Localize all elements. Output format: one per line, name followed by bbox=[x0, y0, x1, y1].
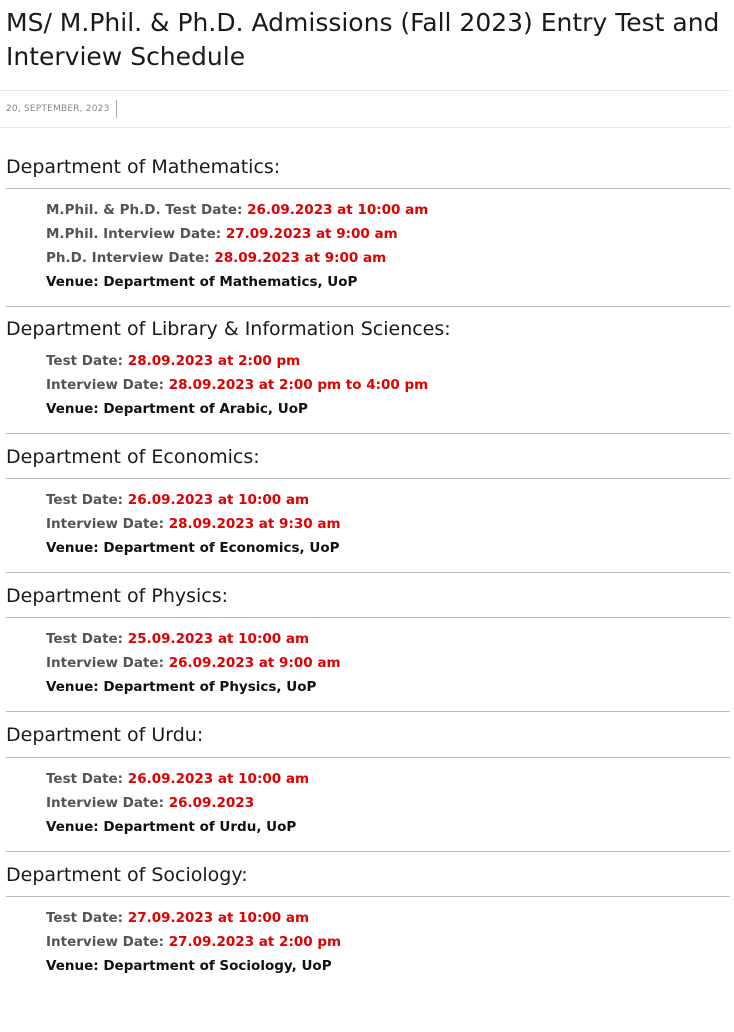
detail-value: 27.09.2023 at 2:00 pm bbox=[168, 934, 342, 950]
detail-value: 28.09.2023 at 2:00 pm to 4:00 pm bbox=[168, 377, 429, 393]
detail-label: Test Date: bbox=[46, 492, 128, 508]
detail-label: Interview Date: bbox=[46, 934, 169, 950]
department-section-physics bbox=[6, 583, 730, 712]
detail-label: Test Date: bbox=[46, 631, 128, 647]
detail-line bbox=[46, 198, 730, 222]
page-title: MS/ M.Phil. & Ph.D. Admissions (Fall 2023) Entry Test and Interview Schedule bbox=[6, 8, 720, 71]
detail-line bbox=[46, 246, 730, 270]
detail-label: Test Date: bbox=[46, 771, 128, 787]
detail-line bbox=[46, 222, 730, 246]
detail-label: M.Phil. Interview Date: bbox=[46, 226, 226, 242]
detail-line bbox=[46, 930, 730, 954]
post-meta-bar bbox=[0, 90, 730, 128]
divider bbox=[6, 757, 730, 758]
department-heading: Department of Sociology: bbox=[6, 864, 248, 886]
department-heading: Department of Library & Information Sciences: bbox=[6, 318, 451, 340]
department-section-urdu bbox=[6, 722, 730, 852]
venue-line: Venue: Department of Physics, UoP bbox=[46, 679, 317, 695]
venue-line: Venue: Department of Sociology, UoP bbox=[46, 958, 332, 974]
detail-list bbox=[6, 906, 730, 978]
divider bbox=[6, 896, 730, 897]
detail-label: Test Date: bbox=[46, 910, 128, 926]
detail-label: M.Phil. & Ph.D. Test Date: bbox=[46, 202, 248, 218]
divider bbox=[6, 306, 730, 307]
detail-value: 25.09.2023 at 10:00 am bbox=[127, 631, 310, 647]
divider bbox=[6, 433, 730, 434]
detail-label: Interview Date: bbox=[46, 795, 169, 811]
detail-line bbox=[46, 373, 730, 397]
detail-label: Test Date: bbox=[46, 353, 128, 369]
detail-list bbox=[6, 488, 730, 560]
venue-line: Venue: Department of Economics, UoP bbox=[46, 540, 340, 556]
department-heading: Department of Mathematics: bbox=[6, 156, 281, 178]
department-section-mathematics bbox=[6, 154, 730, 307]
detail-line bbox=[46, 767, 730, 791]
detail-value: 26.09.2023 at 10:00 am bbox=[247, 202, 429, 218]
divider bbox=[6, 478, 730, 479]
detail-label: Interview Date: bbox=[46, 655, 169, 671]
detail-value: 28.09.2023 at 9:00 am bbox=[214, 250, 387, 266]
detail-line bbox=[46, 512, 730, 536]
department-heading: Department of Urdu: bbox=[6, 724, 204, 746]
department-section-economics bbox=[6, 444, 730, 573]
detail-value: 26.09.2023 at 10:00 am bbox=[127, 771, 310, 787]
detail-line bbox=[46, 651, 730, 675]
divider bbox=[6, 572, 730, 573]
divider bbox=[6, 617, 730, 618]
detail-label: Interview Date: bbox=[46, 516, 169, 532]
detail-label: Interview Date: bbox=[46, 377, 169, 393]
detail-list bbox=[6, 767, 730, 839]
department-section-library bbox=[6, 316, 730, 434]
venue-line: Venue: Department of Mathematics, UoP bbox=[46, 274, 358, 290]
detail-line bbox=[46, 791, 730, 815]
divider bbox=[6, 711, 730, 712]
department-heading: Department of Physics: bbox=[6, 585, 229, 607]
detail-list bbox=[6, 349, 730, 421]
venue-line: Venue: Department of Arabic, UoP bbox=[46, 401, 308, 417]
detail-value: 26.09.2023 at 9:00 am bbox=[168, 655, 341, 671]
post-date: 20, SEPTEMBER, 2023 bbox=[6, 100, 117, 118]
detail-value: 26.09.2023 at 10:00 am bbox=[127, 492, 310, 508]
detail-line bbox=[46, 349, 730, 373]
detail-value: 28.09.2023 at 2:00 pm bbox=[127, 353, 301, 369]
divider bbox=[6, 188, 730, 189]
detail-value: 28.09.2023 at 9:30 am bbox=[168, 516, 341, 532]
divider bbox=[6, 851, 730, 852]
venue-line: Venue: Department of Urdu, UoP bbox=[46, 819, 297, 835]
detail-list bbox=[6, 198, 730, 294]
detail-value: 26.09.2023 bbox=[168, 795, 255, 811]
detail-list bbox=[6, 627, 730, 699]
detail-line bbox=[46, 488, 730, 512]
detail-value: 27.09.2023 at 9:00 am bbox=[225, 226, 398, 242]
detail-line bbox=[46, 906, 730, 930]
department-heading: Department of Economics: bbox=[6, 446, 260, 468]
detail-value: 27.09.2023 at 10:00 am bbox=[127, 910, 310, 926]
detail-label: Ph.D. Interview Date: bbox=[46, 250, 215, 266]
department-section-sociology bbox=[6, 862, 730, 978]
detail-line bbox=[46, 627, 730, 651]
